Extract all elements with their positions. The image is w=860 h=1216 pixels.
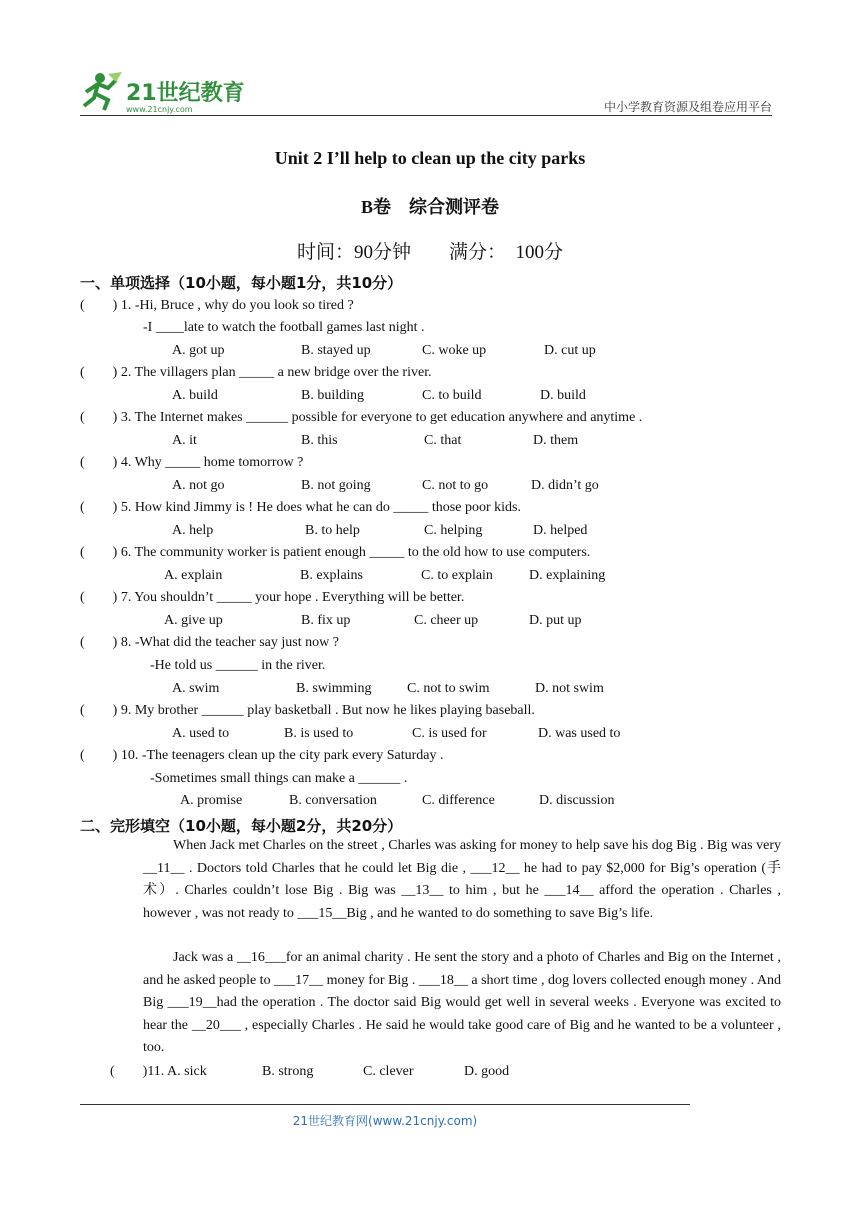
option-c: C. to build bbox=[422, 388, 482, 403]
option-d: D. didn’t go bbox=[531, 478, 599, 493]
option-a: A. not go bbox=[172, 478, 225, 493]
svg-text:21世纪教育: 21世纪教育 bbox=[126, 81, 245, 106]
question-stem: ( ) 5. How kind Jimmy is ! He does what he can do _____ those poor kids. bbox=[80, 500, 521, 515]
option-a: A. give up bbox=[164, 613, 223, 628]
option-b: B. stayed up bbox=[301, 343, 371, 358]
option-d: D. discussion bbox=[539, 793, 615, 808]
option-b: B. strong bbox=[262, 1064, 314, 1079]
option-a: A. build bbox=[172, 388, 218, 403]
option-d: D. was used to bbox=[538, 726, 621, 741]
option-a: A. explain bbox=[164, 568, 223, 583]
option-d: D. explaining bbox=[529, 568, 606, 583]
option-c: C. not to swim bbox=[407, 681, 490, 696]
option-d: D. build bbox=[540, 388, 586, 403]
section2-heading: 二、完形填空（10小题，每小题2分，共20分） bbox=[80, 817, 403, 835]
option-b: B. swimming bbox=[296, 681, 372, 696]
option-c: C. is used for bbox=[412, 726, 487, 741]
option-b: B. building bbox=[301, 388, 365, 403]
option-b: B. is used to bbox=[284, 726, 354, 741]
option-b: B. to help bbox=[305, 523, 360, 538]
option-d: D. not swim bbox=[535, 681, 604, 696]
footer-divider bbox=[80, 1104, 690, 1105]
page-subtitle: B卷 综合测评卷 bbox=[360, 197, 499, 217]
option-a: A. it bbox=[172, 433, 197, 448]
question-stem: ( ) 6. The community worker is patient enough _____ to the old how to use computers. bbox=[80, 545, 591, 560]
option-a: A. help bbox=[172, 523, 214, 538]
option-d: D. them bbox=[533, 433, 579, 448]
question-stem: ( ) 8. -What did the teacher say just now ? bbox=[80, 635, 339, 650]
question-stem: ( )11. A. sick bbox=[110, 1064, 207, 1079]
question-stem-line2: -Sometimes small things can make a ______ . bbox=[150, 771, 408, 786]
header-divider bbox=[80, 115, 772, 116]
option-c: C. that bbox=[424, 433, 462, 448]
option-b: B. fix up bbox=[301, 613, 351, 628]
option-b: B. explains bbox=[300, 568, 363, 583]
option-c: C. difference bbox=[422, 793, 495, 808]
option-a: A. got up bbox=[172, 343, 225, 358]
option-a: A. swim bbox=[172, 681, 220, 696]
cloze-paragraph-1: When Jack met Charles on the street , Charles was asking for money to help save his dog Big . Big was very __11__ . Doctors told Charles that he could let Big die , ___12__ he had to pay $2,000 for Big’s operation (手术）. Charles couldn’t lose Big . Big was __13__ to him , but he ___14__ afford the operation . Charles , however , was not ready to ___15__Big , and he wanted to do something to save Big’s life. bbox=[143, 838, 781, 921]
question-stem: ( ) 1. -Hi, Bruce , why do you look so tired ? bbox=[80, 298, 354, 313]
option-a: A. promise bbox=[180, 793, 243, 808]
option-b: B. not going bbox=[301, 478, 371, 493]
option-d: D. good bbox=[464, 1064, 510, 1079]
question-stem: ( ) 3. The Internet makes ______ possible for everyone to get education anywhere and anytime . bbox=[80, 410, 643, 425]
option-c: C. cheer up bbox=[414, 613, 479, 628]
footer-link[interactable]: 21世纪教育网(www.21cnjy.com) bbox=[292, 1114, 478, 1128]
option-c: C. woke up bbox=[422, 343, 487, 358]
header-platform-text: 中小学教育资源及组卷应用平台 bbox=[603, 100, 772, 114]
option-c: C. to explain bbox=[421, 568, 493, 583]
exam-time-score: 时间：90分钟 满分： 100分 bbox=[296, 242, 563, 263]
page-title: Unit 2 I’ll help to clean up the city parks bbox=[274, 148, 586, 168]
question-stem: ( ) 7. You shouldn’t _____ your hope . Everything will be better. bbox=[80, 590, 465, 605]
option-d: D. cut up bbox=[544, 343, 596, 358]
option-d: D. helped bbox=[533, 523, 588, 538]
cloze-paragraph-2: Jack was a __16___for an animal charity . He sent the story and a photo of Charles and Big on the Internet , and he asked people to ___17__ money for Big . ___18__ a short time , dog lovers collected enough money . And Big ___19__had the operation . The doctor said Big would get well in several weeks . Everyone was excited to hear the __20___ , especially Charles . He said he would take good care of Big and he wanted to be a volunteer , too. bbox=[143, 950, 781, 1056]
logo bbox=[78, 70, 248, 116]
question-stem: ( ) 10. -The teenagers clean up the city park every Saturday . bbox=[80, 748, 444, 763]
question-stem: ( ) 9. My brother ______ play basketball . But now he likes playing baseball. bbox=[80, 703, 535, 718]
option-c: C. not to go bbox=[422, 478, 489, 493]
option-a: A. used to bbox=[172, 726, 230, 741]
section1-heading: 一、单项选择（10小题，每小题1分，共10分） bbox=[80, 274, 403, 292]
option-c: C. clever bbox=[363, 1064, 414, 1079]
question-stem-line2: -I ____late to watch the football games last night . bbox=[143, 320, 425, 335]
question-stem-line2: -He told us ______ in the river. bbox=[150, 658, 326, 673]
option-b: B. this bbox=[301, 433, 338, 448]
question-stem: ( ) 4. Why _____ home tomorrow ? bbox=[80, 455, 304, 470]
svg-text:www.21cnjy.com: www.21cnjy.com bbox=[126, 105, 193, 114]
runner-logo-icon bbox=[78, 70, 248, 116]
option-d: D. put up bbox=[529, 613, 582, 628]
option-b: B. conversation bbox=[289, 793, 377, 808]
question-stem: ( ) 2. The villagers plan _____ a new bridge over the river. bbox=[80, 365, 432, 380]
option-c: C. helping bbox=[424, 523, 483, 538]
